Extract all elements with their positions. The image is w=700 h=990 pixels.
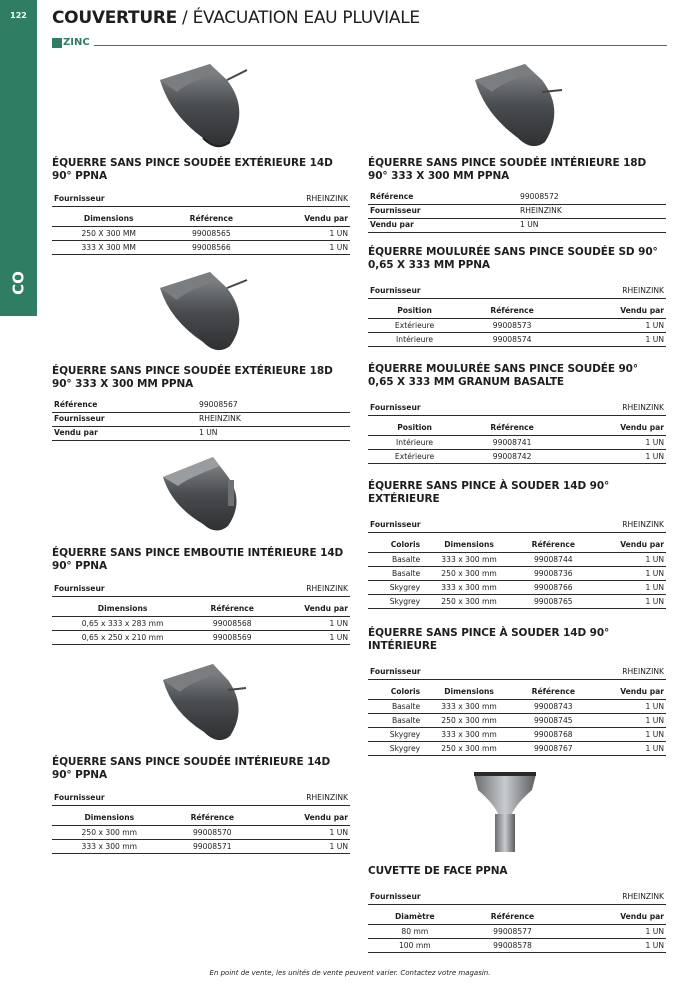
table-cell: Vendu par — [591, 686, 666, 700]
table-cell: Coloris — [368, 686, 422, 700]
table-cell: 99008574 — [461, 333, 563, 347]
table-row — [52, 412, 350, 426]
product-table — [52, 398, 350, 441]
table-row — [52, 603, 350, 617]
product-table — [52, 582, 350, 597]
table-cell: Dimensions — [422, 539, 516, 553]
table-cell: 1 UN — [591, 581, 666, 595]
table-cell: 100 mm — [368, 939, 462, 953]
table-cell: Fournisseur — [368, 518, 530, 532]
table-row — [368, 581, 666, 595]
table-cell: 1 UN — [271, 631, 350, 645]
table-cell: 99008565 — [165, 227, 257, 241]
table-row — [52, 617, 350, 631]
table-row — [368, 553, 666, 567]
table-cell: 99008568 — [193, 617, 271, 631]
table-row — [368, 319, 666, 333]
table-cell: 99008766 — [516, 581, 591, 595]
table-cell: 1 UN — [591, 567, 666, 581]
side-tab — [0, 0, 37, 316]
table-cell: 333 x 300 mm — [422, 581, 516, 595]
product-p6 — [368, 246, 666, 347]
table-cell: Position — [368, 422, 461, 436]
table-cell: 250 x 300 mm — [52, 826, 167, 840]
table-row — [368, 218, 666, 232]
table-row — [52, 241, 350, 255]
table-cell: 1 UN — [591, 595, 666, 609]
table-cell: 99008571 — [167, 840, 258, 854]
table-cell: Référence — [461, 305, 563, 319]
table-cell: Vendu par — [563, 422, 666, 436]
product-table — [368, 518, 666, 533]
table-cell: Référence — [193, 603, 271, 617]
table-cell: RHEINZINK — [530, 284, 666, 298]
table-cell: 333 x 300 mm — [52, 840, 167, 854]
section-code: CO — [9, 271, 28, 295]
table-row — [368, 714, 666, 728]
table-cell: Skygrey — [368, 595, 422, 609]
table-cell: 250 x 300 mm — [422, 567, 516, 581]
table-cell: 99008578 — [462, 939, 564, 953]
table-cell: 1 UN — [563, 925, 666, 939]
table-row — [52, 582, 350, 596]
table-row — [52, 826, 350, 840]
table-cell: 1 UN — [518, 218, 666, 232]
table-row — [52, 840, 350, 854]
table-cell: Vendu par — [257, 213, 350, 227]
table-cell: Intérieure — [368, 436, 461, 450]
table-row — [52, 631, 350, 645]
table-cell: Dimensions — [52, 812, 167, 826]
product-title: ÉQUERRE MOULURÉE SANS PINCE SOUDÉE SD 90° 0,65 X 333 MM PPNA — [368, 246, 658, 271]
table-cell: Basalte — [368, 553, 422, 567]
table-cell: Vendu par — [563, 305, 666, 319]
table-cell: Coloris — [368, 539, 422, 553]
table-row — [368, 422, 666, 436]
table-cell: 1 UN — [591, 714, 666, 728]
product-table — [52, 791, 350, 806]
product-p7 — [368, 363, 666, 464]
table-cell: 250 x 300 mm — [422, 714, 516, 728]
table-cell: Référence — [516, 686, 591, 700]
product-title: ÉQUERRE SANS PINCE SOUDÉE INTÉRIEURE 14D 90° PPNA — [52, 756, 331, 781]
product-table — [368, 890, 666, 905]
table-cell: 333 x 300 mm — [422, 728, 516, 742]
product-p9 — [368, 627, 666, 756]
table-cell: Référence — [165, 213, 257, 227]
product-p8 — [368, 480, 666, 609]
product-table — [368, 911, 666, 954]
table-cell: 1 UN — [591, 742, 666, 756]
product-title: ÉQUERRE SANS PINCE EMBOUTIE INTÉRIEURE 14D 90° PPNA — [52, 547, 344, 572]
table-cell: Fournisseur — [368, 401, 530, 415]
table-cell: 99008765 — [516, 595, 591, 609]
table-row — [52, 398, 350, 412]
table-cell: 99008567 — [197, 398, 350, 412]
gutter-corner-image — [155, 62, 250, 152]
table-row — [368, 911, 666, 925]
table-cell: Référence — [462, 911, 564, 925]
table-cell: Diamètre — [368, 911, 462, 925]
table-cell: Référence — [167, 812, 258, 826]
table-row — [368, 305, 666, 319]
table-cell: RHEINZINK — [530, 401, 666, 415]
table-row — [368, 518, 666, 532]
table-cell: Dimensions — [52, 603, 193, 617]
product-p2 — [52, 365, 350, 441]
table-cell: RHEINZINK — [214, 582, 350, 596]
table-cell: Extérieure — [368, 450, 461, 464]
product-table — [52, 603, 350, 646]
table-cell: Dimensions — [422, 686, 516, 700]
product-table — [368, 190, 666, 233]
footer-note: En point de vente, les unités de vente peuvent varier. Contactez votre magasin. — [209, 969, 491, 977]
table-cell: Skygrey — [368, 728, 422, 742]
table-row — [368, 204, 666, 218]
table-cell: 333 X 300 MM — [52, 241, 165, 255]
table-cell: Skygrey — [368, 742, 422, 756]
table-cell: Fournisseur — [52, 791, 214, 805]
table-cell: 1 UN — [563, 450, 666, 464]
product-table — [368, 305, 666, 348]
table-row — [368, 939, 666, 953]
table-cell: 99008741 — [461, 436, 563, 450]
table-cell: RHEINZINK — [214, 192, 350, 206]
table-cell: 99008573 — [461, 319, 563, 333]
table-cell: 99008569 — [193, 631, 271, 645]
table-cell: 250 x 300 mm — [422, 742, 516, 756]
product-title: ÉQUERRE SANS PINCE À SOUDER 14D 90° INTÉRIEURE — [368, 627, 610, 652]
table-cell: Référence — [461, 422, 563, 436]
table-row — [368, 742, 666, 756]
table-cell: Dimensions — [52, 213, 165, 227]
product-title: ÉQUERRE SANS PINCE SOUDÉE INTÉRIEURE 18D 90° 333 X 300 MM PPNA — [368, 157, 647, 182]
table-cell: Référence — [368, 190, 518, 204]
table-cell: RHEINZINK — [197, 412, 350, 426]
table-row — [368, 890, 666, 904]
table-row — [368, 567, 666, 581]
table-cell: Référence — [516, 539, 591, 553]
product-table — [368, 665, 666, 680]
table-cell: Fournisseur — [52, 192, 214, 206]
product-title: ÉQUERRE SANS PINCE À SOUDER 14D 90° EXTÉRIEURE — [368, 480, 610, 505]
table-cell: 99008566 — [165, 241, 257, 255]
product-title: ÉQUERRE SANS PINCE SOUDÉE EXTÉRIEURE 14D 90° PPNA — [52, 157, 333, 182]
table-row — [368, 333, 666, 347]
material-label: ZINC — [63, 37, 90, 48]
table-row — [368, 665, 666, 679]
table-cell: Fournisseur — [368, 665, 530, 679]
table-cell: RHEINZINK — [214, 791, 350, 805]
table-row — [52, 227, 350, 241]
table-cell: Fournisseur — [52, 412, 197, 426]
table-cell: 99008572 — [518, 190, 666, 204]
product-p10 — [368, 865, 666, 953]
table-cell: Référence — [52, 398, 197, 412]
table-row — [368, 728, 666, 742]
product-title: ÉQUERRE MOULURÉE SANS PINCE SOUDÉE 90° 0,65 X 333 MM GRANUM BASALTE — [368, 363, 639, 388]
table-cell: Vendu par — [591, 539, 666, 553]
page-title: COUVERTURE / ÉVACUATION EAU PLUVIALE — [52, 8, 420, 28]
product-title: CUVETTE DE FACE PPNA — [368, 865, 508, 877]
table-cell: Skygrey — [368, 581, 422, 595]
table-cell: 1 UN — [563, 436, 666, 450]
product-table — [368, 539, 666, 610]
table-row — [368, 539, 666, 553]
gutter-corner-image — [470, 62, 565, 152]
table-cell: 1 UN — [257, 227, 350, 241]
table-row — [52, 791, 350, 805]
table-cell: 1 UN — [563, 939, 666, 953]
table-row — [368, 925, 666, 939]
table-cell: 1 UN — [591, 728, 666, 742]
table-cell: Basalte — [368, 700, 422, 714]
table-cell: Fournisseur — [52, 582, 214, 596]
table-cell: 80 mm — [368, 925, 462, 939]
table-row — [368, 190, 666, 204]
material-heading — [52, 37, 667, 49]
table-cell: Vendu par — [271, 603, 350, 617]
table-cell: 0,65 x 333 x 283 mm — [52, 617, 193, 631]
table-cell: 1 UN — [257, 241, 350, 255]
table-cell: Position — [368, 305, 461, 319]
table-cell: 99008736 — [516, 567, 591, 581]
product-p5 — [368, 157, 666, 233]
table-cell: 1 UN — [591, 700, 666, 714]
table-row — [368, 595, 666, 609]
table-cell: 1 UN — [258, 826, 350, 840]
table-cell: RHEINZINK — [518, 204, 666, 218]
product-table — [368, 686, 666, 757]
product-table — [52, 213, 350, 256]
table-cell: 99008768 — [516, 728, 591, 742]
table-row — [52, 213, 350, 227]
product-table — [52, 192, 350, 207]
table-row — [52, 426, 350, 440]
table-row — [52, 192, 350, 206]
table-cell: RHEINZINK — [530, 518, 666, 532]
table-cell: RHEINZINK — [530, 665, 666, 679]
table-row — [368, 450, 666, 464]
gutter-corner-image — [158, 452, 248, 537]
table-cell: 99008743 — [516, 700, 591, 714]
product-p4 — [52, 756, 350, 854]
table-cell: Fournisseur — [368, 204, 518, 218]
table-cell: 333 x 300 mm — [422, 700, 516, 714]
table-cell: 1 UN — [258, 840, 350, 854]
table-cell: Vendu par — [258, 812, 350, 826]
table-cell: Extérieure — [368, 319, 461, 333]
page-number: 122 — [10, 11, 27, 20]
table-cell: 99008744 — [516, 553, 591, 567]
table-cell: Fournisseur — [368, 284, 530, 298]
table-cell: 250 x 300 mm — [422, 595, 516, 609]
product-table — [52, 812, 350, 855]
product-table — [368, 401, 666, 416]
gutter-corner-image — [155, 270, 250, 355]
table-row — [52, 812, 350, 826]
table-row — [368, 700, 666, 714]
table-cell: Intérieure — [368, 333, 461, 347]
table-cell: 1 UN — [197, 426, 350, 440]
table-cell: Basalte — [368, 714, 422, 728]
table-cell: Basalte — [368, 567, 422, 581]
gutter-outlet-image — [470, 772, 540, 854]
gutter-corner-image — [158, 660, 248, 745]
product-table — [368, 422, 666, 465]
table-cell: Vendu par — [563, 911, 666, 925]
table-cell: 0,65 x 250 x 210 mm — [52, 631, 193, 645]
product-p3 — [52, 547, 350, 645]
table-row — [368, 686, 666, 700]
table-cell: Vendu par — [368, 218, 518, 232]
table-row — [368, 436, 666, 450]
table-cell: 99008767 — [516, 742, 591, 756]
table-cell: 99008742 — [461, 450, 563, 464]
table-cell: 1 UN — [271, 617, 350, 631]
table-cell: 333 x 300 mm — [422, 553, 516, 567]
table-cell: RHEINZINK — [530, 890, 666, 904]
table-cell: 99008577 — [462, 925, 564, 939]
table-cell: Fournisseur — [368, 890, 530, 904]
product-title: ÉQUERRE SANS PINCE SOUDÉE EXTÉRIEURE 18D 90° 333 X 300 MM PPNA — [52, 365, 333, 390]
table-row — [368, 284, 666, 298]
table-cell: 1 UN — [563, 319, 666, 333]
table-row — [368, 401, 666, 415]
product-table — [368, 284, 666, 299]
table-cell: 1 UN — [563, 333, 666, 347]
table-cell: 250 X 300 MM — [52, 227, 165, 241]
table-cell: 1 UN — [591, 553, 666, 567]
table-cell: 99008570 — [167, 826, 258, 840]
table-cell: Vendu par — [52, 426, 197, 440]
product-p1 — [52, 157, 350, 255]
table-cell: 99008745 — [516, 714, 591, 728]
